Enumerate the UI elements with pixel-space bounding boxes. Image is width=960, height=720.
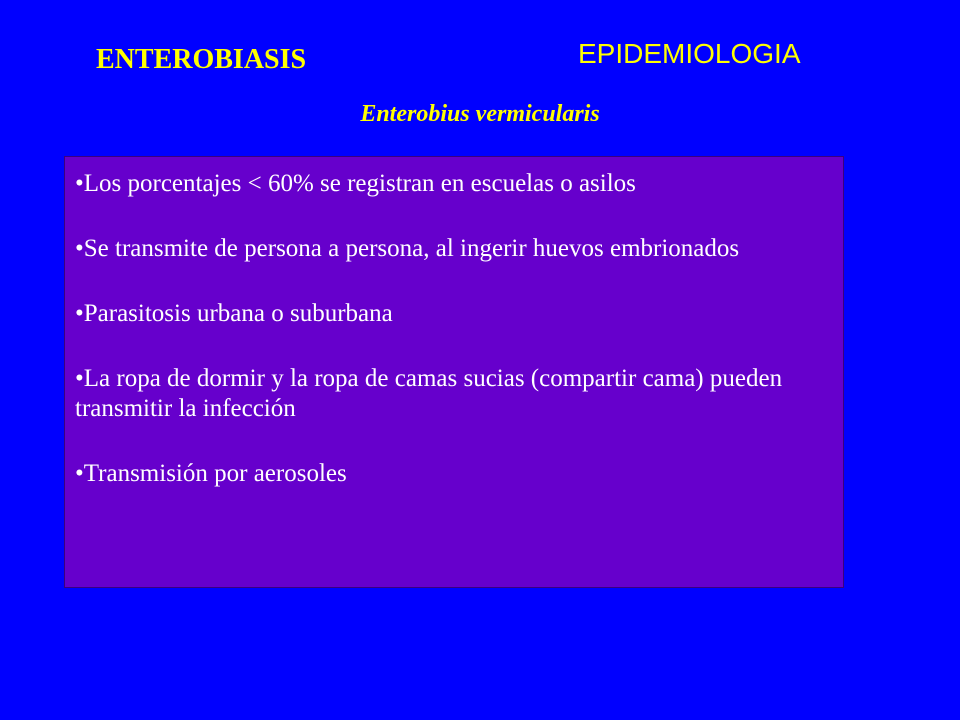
topic-title: ENTEROBIASIS xyxy=(96,44,307,75)
bullet-text: Parasitosis urbana o suburbana xyxy=(83,300,393,327)
bullet-mark: • xyxy=(75,170,84,197)
bullet-item xyxy=(75,169,829,199)
bullet-item xyxy=(75,459,829,489)
bullet-list xyxy=(75,169,829,489)
bullet-mark: • xyxy=(75,460,84,487)
organism-name: Enterobius vermicularis xyxy=(360,101,600,127)
bullet-mark: • xyxy=(75,235,84,262)
bullet-mark: • xyxy=(75,300,84,327)
bullet-item xyxy=(75,364,829,424)
bullet-item xyxy=(75,234,829,264)
bullet-text: La ropa de dormir y la ropa de camas sucias (compartir cama) pueden transmitir la infección xyxy=(75,365,783,422)
bullet-text: Transmisión por aerosoles xyxy=(83,460,347,487)
bullet-text: Se transmite de persona a persona, al ingerir huevos embrionados xyxy=(83,235,740,262)
content-box xyxy=(64,156,844,588)
bullet-item xyxy=(75,299,829,329)
bullet-text: Los porcentajes < 60% se registran en escuelas o asilos xyxy=(83,170,636,197)
section-title: EPIDEMIOLOGIA xyxy=(578,38,801,69)
bullet-mark: • xyxy=(75,365,84,392)
